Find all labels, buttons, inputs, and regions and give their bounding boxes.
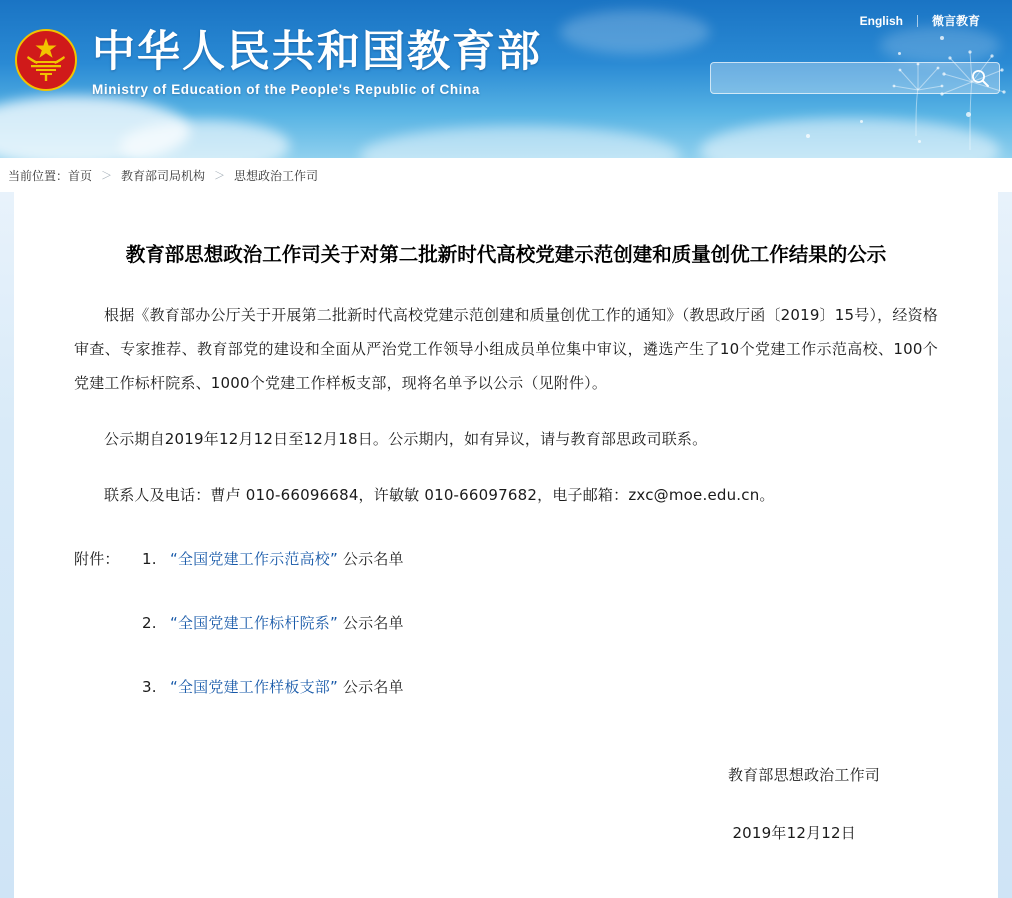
breadcrumb-departments[interactable]: 教育部司局机构 xyxy=(121,168,206,183)
brand-title-cn: 中华人民共和国教育部 xyxy=(92,27,542,77)
signature-block xyxy=(74,758,938,850)
paragraph-3: 联系人及电话：曹卢 010-66096684，许敏敏 010-66097682，电子邮箱：zxc@moe.edu.cn。 xyxy=(104,486,775,504)
cloud-decoration xyxy=(360,126,680,158)
search-icon xyxy=(970,68,990,88)
nav-english[interactable]: English xyxy=(859,13,903,28)
search-box[interactable] xyxy=(710,62,1000,94)
attachment-number: 2. xyxy=(142,614,157,632)
breadcrumb xyxy=(0,158,1012,192)
attachment-tail-2: 公示名单 xyxy=(342,614,404,632)
breadcrumb-separator-icon: ＞ xyxy=(214,170,226,182)
search-input[interactable] xyxy=(711,63,961,93)
breadcrumb-current[interactable]: 思想政治工作司 xyxy=(234,168,319,183)
dandelion-decoration xyxy=(820,40,1010,158)
top-navigation xyxy=(846,12,994,29)
breadcrumb-separator-icon: ＞ xyxy=(101,170,113,182)
attachment-link-2[interactable]: “全国党建工作标杆院系” xyxy=(170,614,338,632)
attachment-row xyxy=(74,542,938,576)
attachment-tail-1: 公示名单 xyxy=(342,550,404,568)
page-background xyxy=(0,192,1012,898)
attachment-list xyxy=(74,542,938,704)
site-header xyxy=(0,0,1012,158)
national-emblem-icon xyxy=(14,28,78,92)
site-brand[interactable] xyxy=(14,26,542,100)
article-body xyxy=(74,298,938,850)
brand-title-en: Ministry of Education of the People's Republic of China xyxy=(92,82,480,97)
paragraph-2: 公示期自2019年12月12日至12月18日。公示期内，如有异议，请与教育部思政司联系。 xyxy=(104,430,708,448)
cloud-decoration xyxy=(560,10,710,54)
attachment-tail-3: 公示名单 xyxy=(342,678,404,696)
attachment-link-1[interactable]: “全国党建工作示范高校” xyxy=(170,550,338,568)
search-button[interactable] xyxy=(961,63,999,93)
article-card xyxy=(14,192,998,898)
attachment-row xyxy=(74,670,938,704)
page-title: 教育部思想政治工作司关于对第二批新时代高校党建示范创建和质量创优工作结果的公示 xyxy=(125,243,887,266)
sparkle-decoration xyxy=(806,134,810,138)
signature-date: 2019年12月12日 xyxy=(732,824,856,842)
breadcrumb-home[interactable]: 首页 xyxy=(68,168,93,183)
attachment-link-3[interactable]: “全国党建工作样板支部” xyxy=(170,678,338,696)
attachment-row xyxy=(74,606,938,640)
nav-weiyan-jiaoyu[interactable]: 微言教育 xyxy=(931,14,980,28)
paragraph-1: 根据《教育部办公厅关于开展第二批新时代高校党建示范创建和质量创优工作的通知》（教思政厅函〔2019〕15号），经资格审查、专家推荐、教育部党的建设和全面从严治党工作领导小组成员单位集中审议，遴选产生了10个党建工作示范高校、100个党建工作标杆院系、1000个党建工作样板支部，现将名单予以公示（见附件）。 xyxy=(74,306,938,392)
signature-org: 教育部思想政治工作司 xyxy=(727,766,880,784)
attachment-number: 1. xyxy=(142,550,157,568)
attachments-label: 附件： xyxy=(74,550,120,568)
breadcrumb-label: 当前位置： xyxy=(8,168,69,183)
attachment-number: 3. xyxy=(142,678,157,696)
